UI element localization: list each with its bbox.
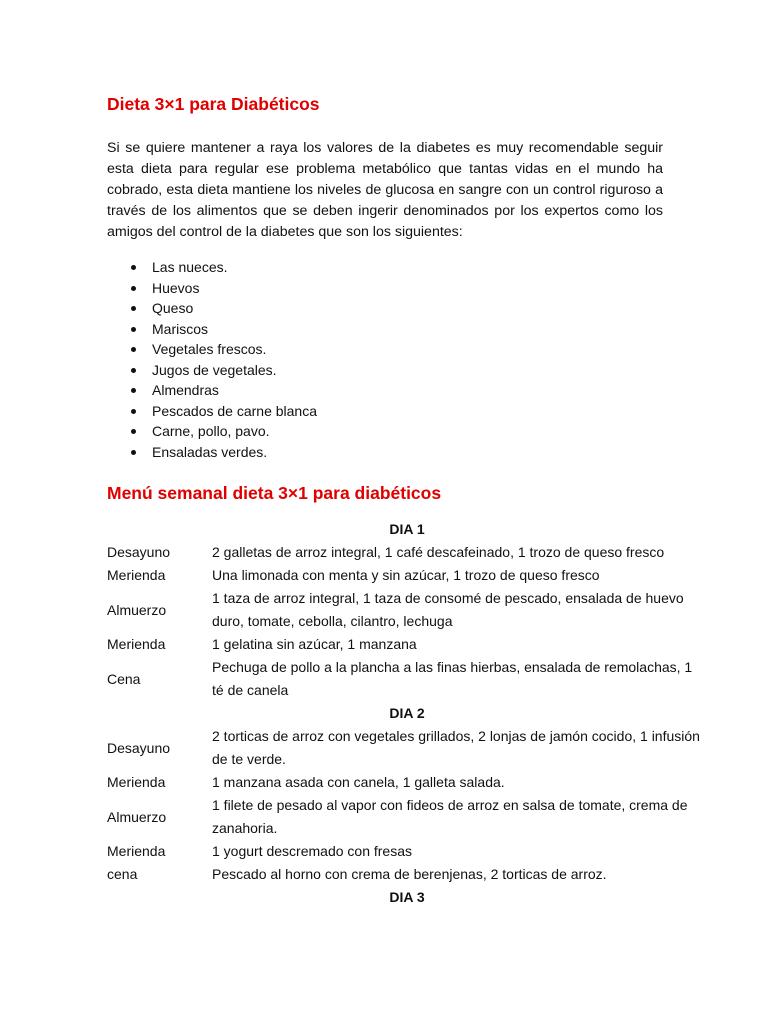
bullet-icon xyxy=(131,429,136,434)
meal-description: Pechuga de pollo a la plancha a las finas hierbas, ensalada de remolachas, 1 té de canela xyxy=(212,659,693,698)
page-title: Dieta 3×1 para Diabéticos xyxy=(107,94,320,114)
meal-description: 2 torticas de arroz con vegetales grillados, 2 lonjas de jamón cocido, 1 infusión de te verde. xyxy=(212,728,700,767)
bullet-icon xyxy=(131,368,136,373)
list-item-text: Almendras xyxy=(152,382,219,398)
meal-description: Pescado al horno con crema de berenjenas, 2 torticas de arroz. xyxy=(212,866,607,882)
bullet-icon xyxy=(131,306,136,311)
list-item xyxy=(107,401,663,422)
list-item xyxy=(107,421,663,442)
meal-name: Merienda xyxy=(107,774,166,790)
menu-title: Menú semanal dieta 3×1 para diabéticos xyxy=(107,483,442,503)
meal-name: Desayuno xyxy=(107,739,171,756)
day-heading: DIA 2 xyxy=(389,705,425,721)
list-item-text: Jugos de vegetales. xyxy=(152,361,277,378)
list-item-text: Las nueces. xyxy=(152,259,228,275)
table-row xyxy=(107,656,707,702)
intro-paragraph: Si se quiere mantener a raya los valores de la diabetes es muy recomendable seguir esta dieta para regular ese problema metabólico que tantas vidas en el mundo ha cobrado, esta dieta mantiene los niveles de glucosa en sangre con un control riguroso a través de los alimentos que se deben ingerir denominados por los expertos como los amigos del control de la diabetes que son los siguientes: xyxy=(107,140,663,240)
table-row xyxy=(107,541,707,564)
day-heading: DIA 1 xyxy=(389,521,425,537)
document-page xyxy=(107,90,700,909)
list-item xyxy=(107,360,663,381)
meal-name: Almuerzo xyxy=(107,601,167,618)
table-row xyxy=(107,633,707,656)
list-item xyxy=(107,257,663,278)
food-list xyxy=(107,257,663,462)
meal-name: cena xyxy=(107,866,138,882)
bullet-icon xyxy=(131,327,136,332)
list-item-text: Huevos xyxy=(152,279,200,296)
meal-name: Cena xyxy=(107,670,141,687)
list-item xyxy=(107,319,663,340)
table-row xyxy=(107,840,707,863)
meal-name: Merienda xyxy=(107,567,166,583)
list-item-text: Vegetales frescos. xyxy=(152,341,267,357)
meal-description: 1 manzana asada con canela, 1 galleta salada. xyxy=(212,774,505,790)
day-heading: DIA 3 xyxy=(389,889,425,905)
table-row xyxy=(107,564,707,587)
bullet-icon xyxy=(131,347,136,352)
list-item xyxy=(107,298,663,319)
table-row xyxy=(107,587,707,633)
list-item-text: Ensaladas verdes. xyxy=(152,443,268,460)
table-row xyxy=(107,863,707,886)
meal-name: Desayuno xyxy=(107,544,171,560)
meal-name: Almuerzo xyxy=(107,808,167,825)
meal-description: 1 yogurt descremado con fresas xyxy=(212,843,412,859)
meal-description: 1 gelatina sin azúcar, 1 manzana xyxy=(212,636,417,652)
bullet-icon xyxy=(131,409,136,414)
list-item xyxy=(107,380,663,401)
list-item-text: Mariscos xyxy=(152,320,209,337)
bullet-icon xyxy=(131,286,136,291)
meal-name: Merienda xyxy=(107,636,166,652)
bullet-icon xyxy=(131,450,136,455)
list-item xyxy=(107,442,663,463)
list-item xyxy=(107,278,663,299)
meal-description: 1 taza de arroz integral, 1 taza de consomé de pescado, ensalada de huevo duro, tomate, cebolla, cilantro, lechuga xyxy=(212,590,684,629)
weekly-menu xyxy=(107,518,700,909)
bullet-icon xyxy=(131,388,136,393)
list-item-text: Queso xyxy=(152,300,194,316)
bullet-icon xyxy=(131,265,136,270)
meal-description: Una limonada con menta y sin azúcar, 1 trozo de queso fresco xyxy=(212,567,600,583)
meal-name: Merienda xyxy=(107,843,166,859)
list-item xyxy=(107,339,663,360)
list-item-text: Carne, pollo, pavo. xyxy=(152,423,270,439)
meal-description: 1 filete de pesado al vapor con fideos de arroz en salsa de tomate, crema de zanahoria. xyxy=(212,797,688,836)
meal-description: 2 galletas de arroz integral, 1 café descafeinado, 1 trozo de queso fresco xyxy=(212,544,665,560)
table-row xyxy=(107,794,707,840)
list-item-text: Pescados de carne blanca xyxy=(152,402,317,419)
table-row xyxy=(107,771,707,794)
table-row xyxy=(107,725,707,771)
